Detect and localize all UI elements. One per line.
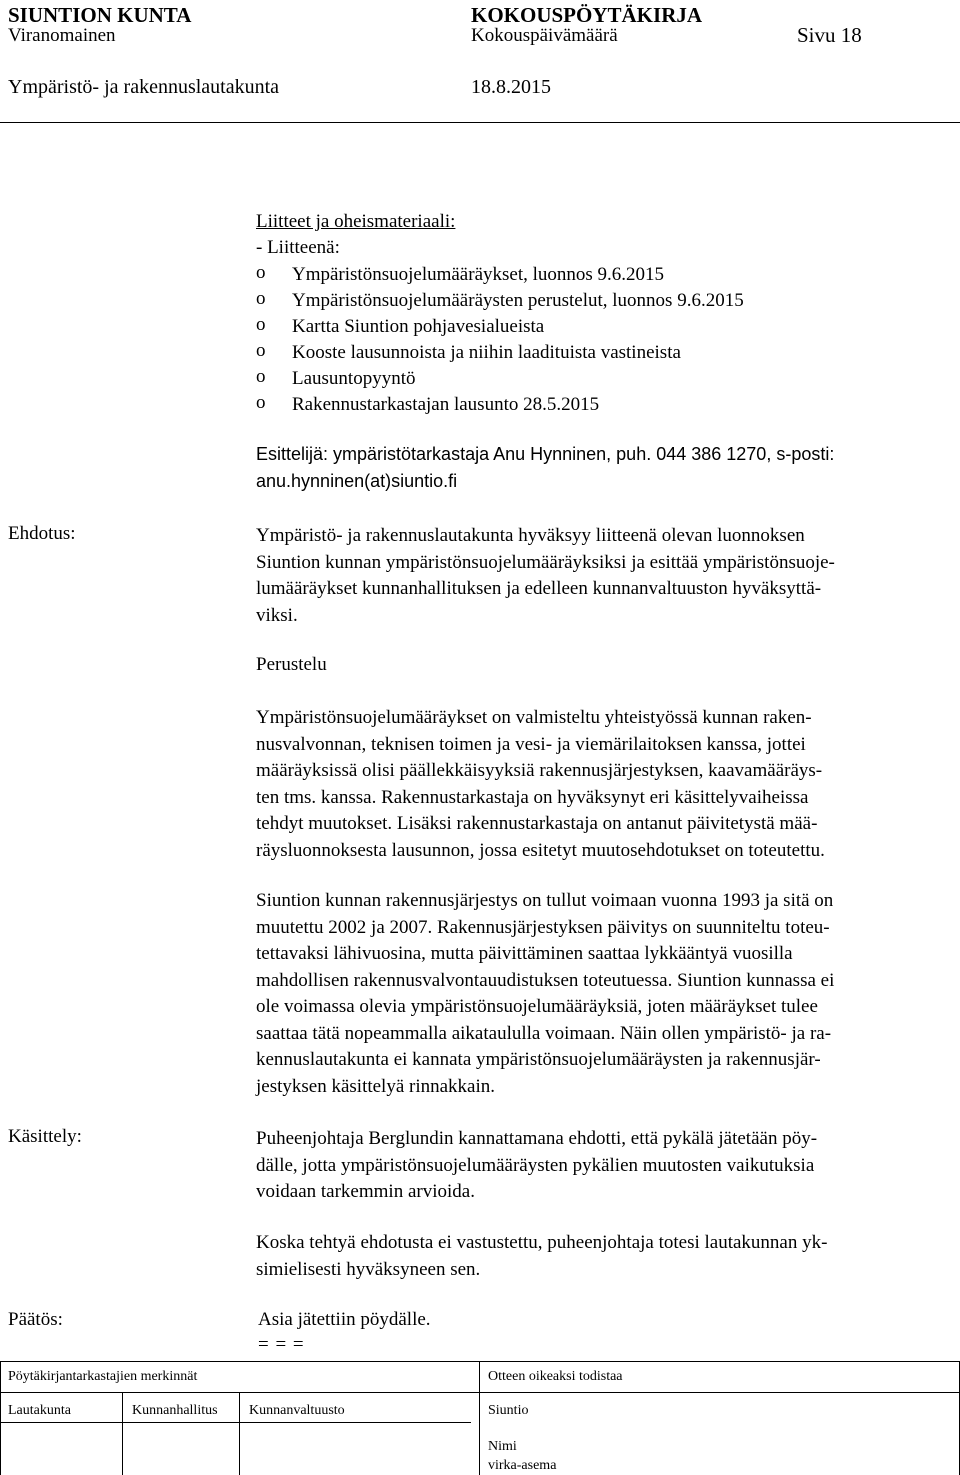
attachments-dash-item: - Liitteenä: <box>256 237 340 258</box>
bullet-marker: o <box>256 262 266 283</box>
bullet-marker: o <box>256 340 266 361</box>
text-line: jestyksen käsittelyä rinnakkain. <box>256 1075 496 1097</box>
authority-name: Ympäristö- ja rakennuslautakunta <box>8 76 280 98</box>
handling-paragraph-2 <box>256 1230 956 1283</box>
footer-place: Siuntio <box>488 1403 529 1418</box>
text-line: saattaa tätä nopeammalla aikataululla voimaan. Näin ollen ympäristö- ja ra- <box>256 1022 832 1044</box>
bullet-marker: o <box>256 392 266 413</box>
footer-mid-border <box>0 1392 960 1393</box>
footer-row-border <box>0 1422 471 1423</box>
reasoning-paragraph-2 <box>256 888 956 1100</box>
proposal-label: Ehdotus: <box>8 523 76 544</box>
footer-top-border <box>0 1361 960 1362</box>
date-label: Kokouspäivämäärä <box>471 25 618 46</box>
footer-center-border <box>479 1361 480 1475</box>
text-line: kennuslautakunta ei kannata ympäristönsuojelumääräysten ja rakennusjär- <box>256 1049 821 1070</box>
reasoning-paragraph-1 <box>256 705 956 864</box>
page-number: Sivu 18 <box>797 23 862 47</box>
text-line: Puheenjohtaja Berglundin kannattamana ehdotti, että pykälä jätetään pöy- <box>256 1128 818 1149</box>
list-item: Lausuntopyyntö <box>292 368 416 389</box>
proposal-text <box>256 523 956 629</box>
text-line: Ympäristönsuojelumääräykset on valmisteltu yhteistyössä kunnan raken- <box>256 707 812 728</box>
decision-text: Asia jätettiin pöydälle. <box>258 1309 431 1330</box>
text-line: mahdollisen rakennusvalvontauudistuksen toteutuessa. Siuntion kunnassa ei <box>256 969 835 991</box>
text-line: voidaan tarkemmin arvioida. <box>256 1181 475 1202</box>
decision-end-mark: = = = <box>258 1334 305 1355</box>
text-line: räysluonnoksesta lausunnon, jossa esitetyt muutosehdotukset on toteutettu. <box>256 839 825 861</box>
footer-col-kunnanhallitus: Kunnanhallitus <box>132 1403 218 1418</box>
municipality-name: SIUNTION KUNTA <box>8 3 192 27</box>
bullet-marker: o <box>256 366 266 387</box>
attachments-title: Liitteet ja oheismateriaali: <box>256 211 456 232</box>
list-item: Kartta Siuntion pohjavesialueista <box>292 316 545 337</box>
list-item: Ympäristönsuojelumääräysten perustelut, luonnos 9.6.2015 <box>292 290 744 311</box>
text-line: tettavaksi lähivuosina, mutta päivittäminen saattaa lykkääntyä vuosilla <box>256 943 793 964</box>
footer-col-lautakunta: Lautakunta <box>8 1403 71 1418</box>
text-line: Koska tehtyä ehdotusta ei vastustettu, puheenjohtaja totesi lautakunnan yk- <box>256 1232 828 1253</box>
list-item: Rakennustarkastajan lausunto 28.5.2015 <box>292 394 600 415</box>
handling-paragraph-1 <box>256 1126 956 1206</box>
footer-left-title: Pöytäkirjantarkastajien merkinnät <box>8 1369 198 1384</box>
text-line: lumääräykset kunnanhallituksen ja edelleen kunnanvaltuuston hyväksyttä- <box>256 578 822 599</box>
footer-position-label: virka-asema <box>488 1458 557 1473</box>
text-line: muutettu 2002 ja 2007. Rakennusjärjestyksen päivitys on suunniteltu toteu- <box>256 916 830 938</box>
decision-label: Päätös: <box>8 1309 63 1330</box>
bullet-marker: o <box>256 314 266 335</box>
footer-col-kunnanvaltuusto: Kunnanvaltuusto <box>249 1403 345 1418</box>
footer-left-border <box>0 1361 1 1475</box>
text-line: Siuntion kunnan rakennusjärjestys on tullut voimaan vuonna 1993 ja sitä on <box>256 890 834 911</box>
text-line: määräyksissä olisi päällekkäisyyksiä rakennusjärjestyksen, kaavamääräys- <box>256 760 823 781</box>
text-line: viksi. <box>256 604 298 626</box>
text-line: Ympäristö- ja rakennuslautakunta hyväksyy liitteenä olevan luonnoksen <box>256 525 805 546</box>
presenter-email: anu.hynninen(at)siuntio.fi <box>256 471 458 491</box>
header-divider <box>0 122 960 123</box>
text-line: dälle, jotta ympäristönsuojelumääräysten pykälien muutosten vaikutuksia <box>256 1154 815 1176</box>
meeting-date: 18.8.2015 <box>471 76 551 98</box>
footer-col-divider-2 <box>239 1392 240 1475</box>
list-item: Kooste lausunnoista ja niihin laadituista vastineista <box>292 342 681 363</box>
text-line: nusvalvonnan, teknisen toimen ja vesi- ja viemärilaitoksen kanssa, jottei <box>256 733 806 755</box>
text-line: simielisesti hyväksyneen sen. <box>256 1258 481 1280</box>
list-item: Ympäristönsuojelumääräykset, luonnos 9.6.2015 <box>292 264 665 285</box>
document-type: KOKOUSPÖYTÄKIRJA <box>471 3 703 27</box>
handling-label: Käsittely: <box>8 1126 82 1147</box>
text-line: tehdyt muutokset. Lisäksi rakennustarkastaja on antanut päivitetystä mää- <box>256 813 818 834</box>
footer-name-label: Nimi <box>488 1439 517 1454</box>
presenter-line: Esittelijä: ympäristötarkastaja Anu Hynninen, puh. 044 386 1270, s-posti: <box>256 444 835 464</box>
authority-label: Viranomainen <box>8 25 116 46</box>
footer-col-divider-1 <box>122 1392 123 1475</box>
text-line: Siuntion kunnan ympäristönsuojelumääräyksiksi ja esittää ympäristönsuoje- <box>256 551 835 573</box>
bullet-marker: o <box>256 288 266 309</box>
footer-right-title: Otteen oikeaksi todistaa <box>488 1369 623 1384</box>
text-line: ole voimassa olevia ympäristönsuojelumääräyksiä, joten määräykset tulee <box>256 996 818 1017</box>
reasoning-heading: Perustelu <box>256 654 327 675</box>
text-line: ten tms. kanssa. Rakennustarkastaja on hyväksynyt eri käsittelyvaiheissa <box>256 786 809 808</box>
